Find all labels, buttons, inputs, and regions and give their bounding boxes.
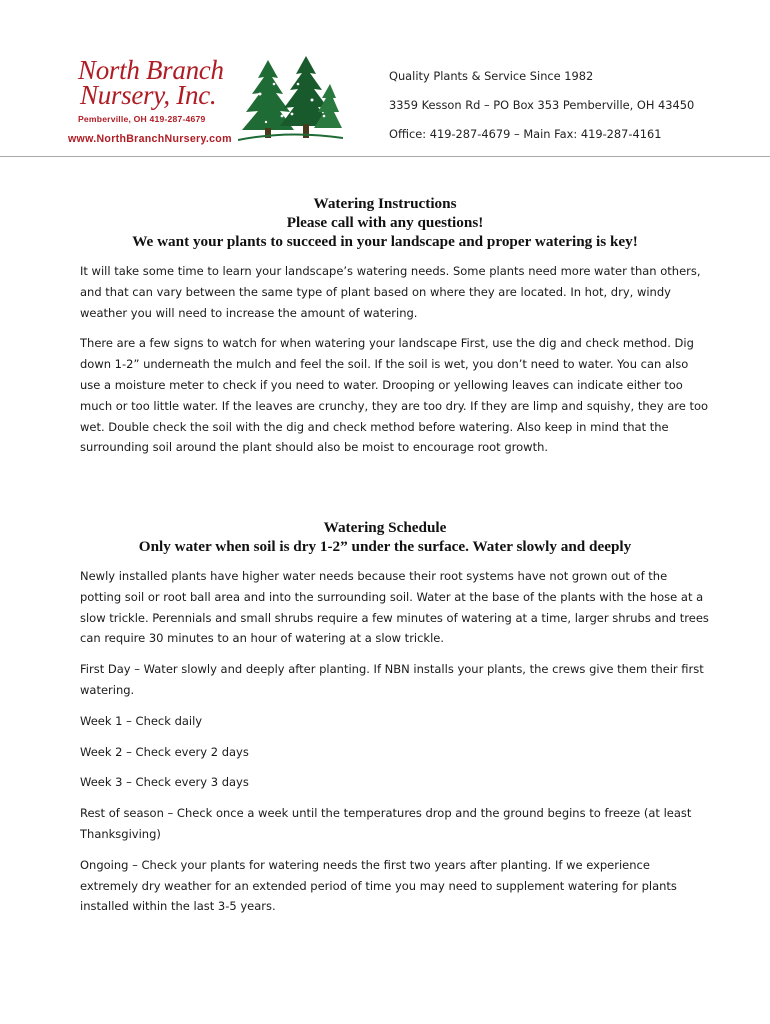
schedule-item: Week 3 – Check every 3 days — [80, 775, 249, 790]
mailing-address: 3359 Kesson Rd – PO Box 353 Pemberville, OH 43450 — [389, 98, 695, 112]
logo-website: www.NorthBranchNursery.com — [68, 133, 232, 145]
section2-subtitle: Only water when soil is dry 1-2” under the surface. Water slowly and deeply — [138, 538, 632, 555]
contact-info — [389, 65, 694, 152]
schedule-item: Week 1 – Check daily — [80, 713, 203, 728]
logo-name-line2: Nursery, Inc. — [80, 80, 217, 110]
tagline: Quality Plants & Service Since 1982 — [389, 69, 594, 83]
company-logo — [68, 54, 343, 150]
section2-title: Watering Schedule — [323, 519, 447, 536]
logo-address: Pemberville, OH 419-287-4679 — [78, 114, 206, 124]
paragraph: Newly installed plants have higher water needs because their root systems have not grown out of the potting soil or root ball area and into the surrounding soil. Water at the base of the plants with the hose at a slow trickle. Perennials and small shrubs require a few minutes of watering at a time, larger shrubs and trees can require 30 minutes to an hour of watering at a slow trickle. — [80, 569, 709, 646]
schedule-item: Rest of season – Check once a week until the temperatures drop and the ground begins to freeze (at least Thanksgiving) — [80, 806, 692, 841]
pine-trees-icon — [238, 54, 343, 146]
section1-title: Watering Instructions — [313, 195, 457, 212]
schedule-item: Week 2 – Check every 2 days — [80, 744, 249, 759]
header-divider — [0, 156, 770, 157]
section1-subtitle: Please call with any questions! — [286, 214, 484, 231]
paragraph: There are a few signs to watch for when watering your landscape First, use the dig and check method. Dig down 1-2” underneath the mulch and feel the soil. If the soil is wet, you don’t need to water. You can also use a moisture meter to check if you need to water. Drooping or yellowing leaves can indicate either too much or too little water. If the leaves are crunchy, they are too dry. If they are limp and squishy, they are too wet. Double check the soil with the dig and check method before watering. Also keep in mind that the surrounding soil around the plant should also be moist to encourage root growth. — [80, 336, 709, 455]
paragraph: It will take some time to learn your landscape’s watering needs. Some plants need more water than others, and that can vary between the same type of plant based on where they are located. In hot, dry, windy weather you will need to increase the amount of watering. — [80, 264, 701, 320]
phone-numbers: Office: 419-287-4679 – Main Fax: 419-287-4161 — [389, 127, 662, 141]
schedule-item: First Day – Water slowly and deeply after planting. If NBN installs your plants, the crews give them their first watering. — [80, 662, 704, 697]
section1-tagline: We want your plants to succeed in your landscape and proper watering is key! — [132, 233, 638, 250]
schedule-item: Ongoing – Check your plants for watering needs the first two years after planting. If we experience extremely dry weather for an extended period of time you may need to supplement watering for plants installed within the last 3-5 years. — [80, 857, 677, 914]
section2-body — [80, 566, 710, 927]
logo-text — [78, 55, 224, 124]
logo-name-line1: North Branch — [78, 55, 224, 85]
section1-body — [80, 261, 710, 468]
